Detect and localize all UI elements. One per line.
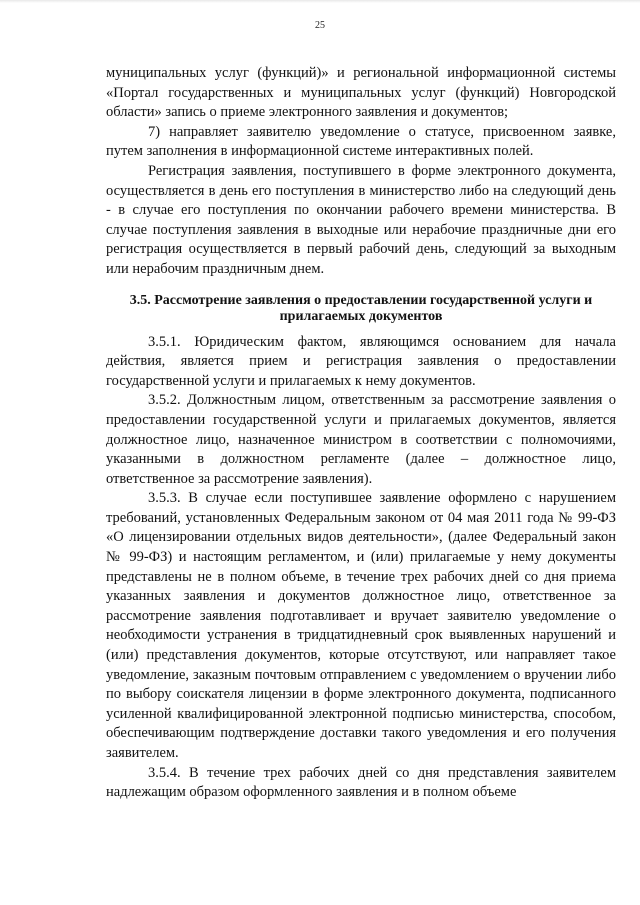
scan-edge	[0, 0, 640, 3]
document-body	[106, 64, 616, 803]
paragraph-3-5-1: 3.5.1. Юридическим фактом, являющимся основанием для начала действия, является прием и регистрация заявления о предоставлении государственной услуги и прилагаемых к нему документов.	[106, 333, 616, 389]
page-number: 25	[315, 20, 325, 31]
paragraph-3-5-4: 3.5.4. В течение трех рабочих дней со дня представления заявителем надлежащим образом оформленного заявления и в полном объеме	[106, 764, 616, 801]
paragraph-1: муниципальных услуг (функций)» и региональной информационной системы «Портал государственных и муниципальных услуг (функций) Новгородской области» запись о приеме электронного заявления и документов;	[106, 65, 616, 121]
paragraph-3-5-2: 3.5.2. Должностным лицом, ответственным за рассмотрение заявления о предоставлении государственной услуги и прилагаемых документов, является должностное лицо, назначенное министром в соответствии с полномочиями, указанными в должностном регламенте (далее – должностное лицо, ответственное за рассмотрение заявления).	[106, 392, 616, 487]
section-heading-3-5: 3.5. Рассмотрение заявления о предоставлении государственной услуги и прилагаемых документов	[129, 292, 593, 325]
paragraph-3-5-3: 3.5.3. В случае если поступившее заявление оформлено с нарушением требований, установленных Федеральным законом от 04 мая 2011 года № 99-ФЗ «О лицензировании отдельных видов деятельности», (далее Федеральный закон № 99-ФЗ) и настоящим регламентом, и (или) прилагаемые у нему документы представлены не в полном объеме, в течение трех рабочих дней со дня приема указанных заявления и документов должностное лицо, ответственное за рассмотрение заявления подготавливает и вручает заявителю уведомление о необходимости устранения в тридцатидневный срок выявленных нарушений и (или) представления документов, которые отсутствуют, или направляет такое уведомление, заказным почтовым отправлением с уведомлением о вручении либо по выбору соискателя лицензии в форме электронного документа, подписанного усиленной квалифицированной электронной подписью министерства, способом, обеспечивающим подтверждение доставки такого уведомления и его получения заявителем.	[106, 490, 616, 761]
paragraph-2: 7) направляет заявителю уведомление о статусе, присвоенном заявке, путем заполнения в информационной системе интерактивных полей.	[106, 123, 616, 160]
paragraph-3: Регистрация заявления, поступившего в форме электронного документа, осуществляется в день его поступления в министерство либо на следующий день - в случае его поступления по окончании рабочего времени министерства. В случае поступления заявления в выходные или нерабочие праздничные дни его регистрация осуществляется в первый рабочий день, следующий за выходным или нерабочим праздничным днем.	[106, 162, 616, 277]
